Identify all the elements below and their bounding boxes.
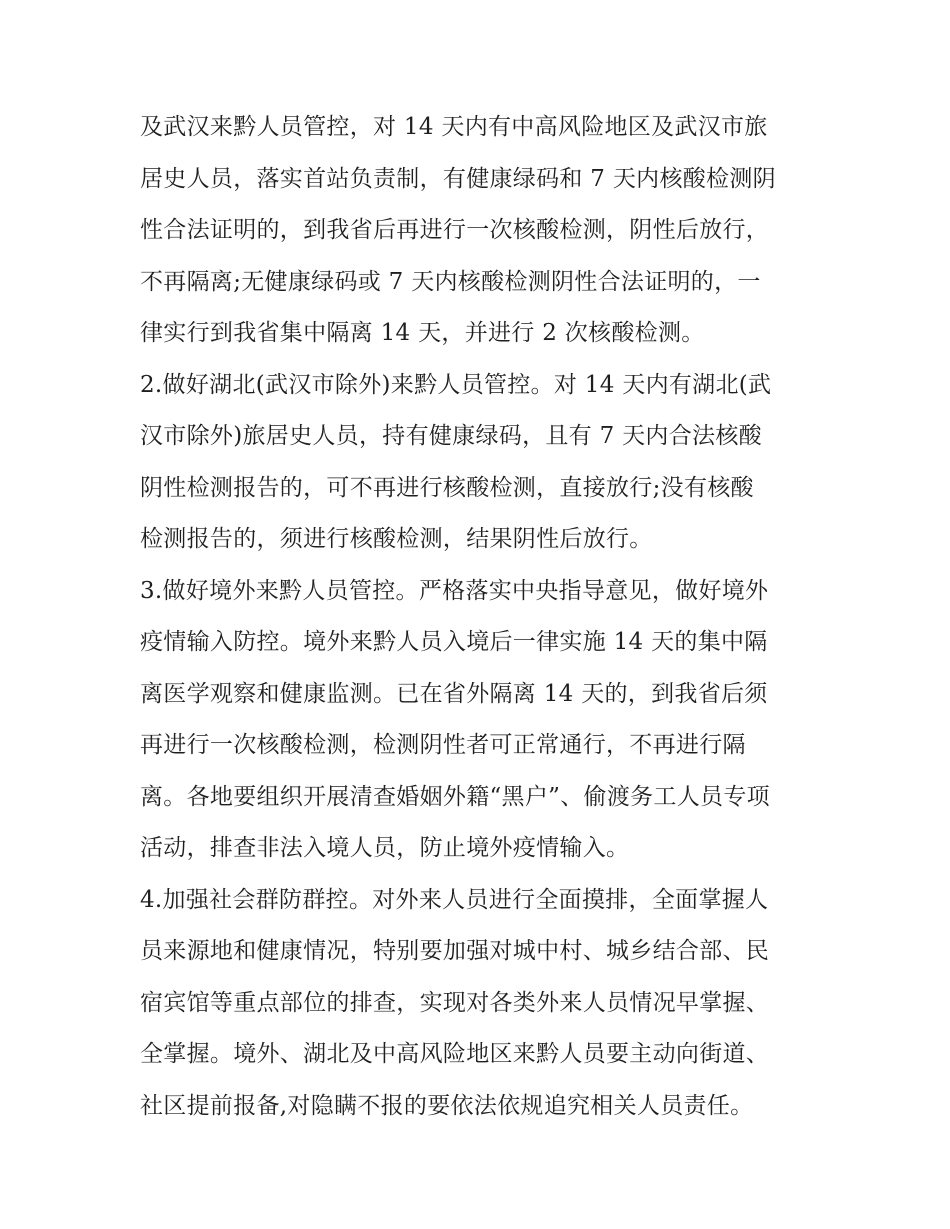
text-line: 不再隔离;无健康绿码或 7 天内核酸检测阴性合法证明的，一 xyxy=(140,268,761,295)
section-3-heading-line: 3.做好境外来黔人员管控。严格落实中央指导意见，做好境外 xyxy=(140,577,769,604)
text-line: 活动，排查非法入境人员，防止境外疫情输入。 xyxy=(140,835,630,861)
text-line: 全掌握。境外、湖北及中高风险地区来黔人员要主动向街道、 xyxy=(140,1041,770,1067)
text-line: 再进行一次核酸检测，检测阴性者可正常通行，不再进行隔 xyxy=(140,732,746,758)
text-line: 律实行到我省集中隔离 14 天，并进行 2 次核酸检测。 xyxy=(140,320,705,346)
text-line: 及武汉来黔人员管控，对 14 天内有中高风险地区及武汉市旅 xyxy=(140,114,768,140)
text-line: 疫情输入防控。境外来黔人员入境后一律实施 14 天的集中隔 xyxy=(140,629,768,655)
section-4-heading-line: 4.加强社会群防群控。对外来人员进行全面摸排，全面掌握人 xyxy=(140,886,769,913)
text-line: 员来源地和健康情况，特别要加强对城中村、城乡结合部、民 xyxy=(140,938,770,964)
text-line: 性合法证明的，到我省后再进行一次核酸检测，阴性后放行， xyxy=(140,217,770,243)
section-2-heading-line: 2.做好湖北(武汉市除外)来黔人员管控。对 14 天内有湖北(武 xyxy=(140,371,772,398)
text-line: 阴性检测报告的，可不再进行核酸检测，直接放行;没有核酸 xyxy=(140,474,754,501)
text-line: 宿宾馆等重点部位的排查，实现对各类外来人员情况早掌握、 xyxy=(140,989,770,1016)
text-line: 居史人员，落实首站负责制，有健康绿码和 7 天内核酸检测阴 xyxy=(140,165,776,192)
text-line: 检测报告的，须进行核酸检测，结果阴性后放行。 xyxy=(140,526,653,552)
document-body xyxy=(140,102,820,1132)
text-line: 离。各地要组织开展清查婚姻外籍“黑户”、偷渡务工人员专项 xyxy=(140,783,770,810)
text-line: 离医学观察和健康监测。已在省外隔离 14 天的，到我省后须 xyxy=(140,680,768,707)
text-line: 汉市除外)旅居史人员，持有健康绿码，且有 7 天内合法核酸 xyxy=(140,423,762,449)
text-line: 社区提前报备,对隐瞒不报的要依法依规追究相关人员责任。 xyxy=(140,1092,754,1119)
